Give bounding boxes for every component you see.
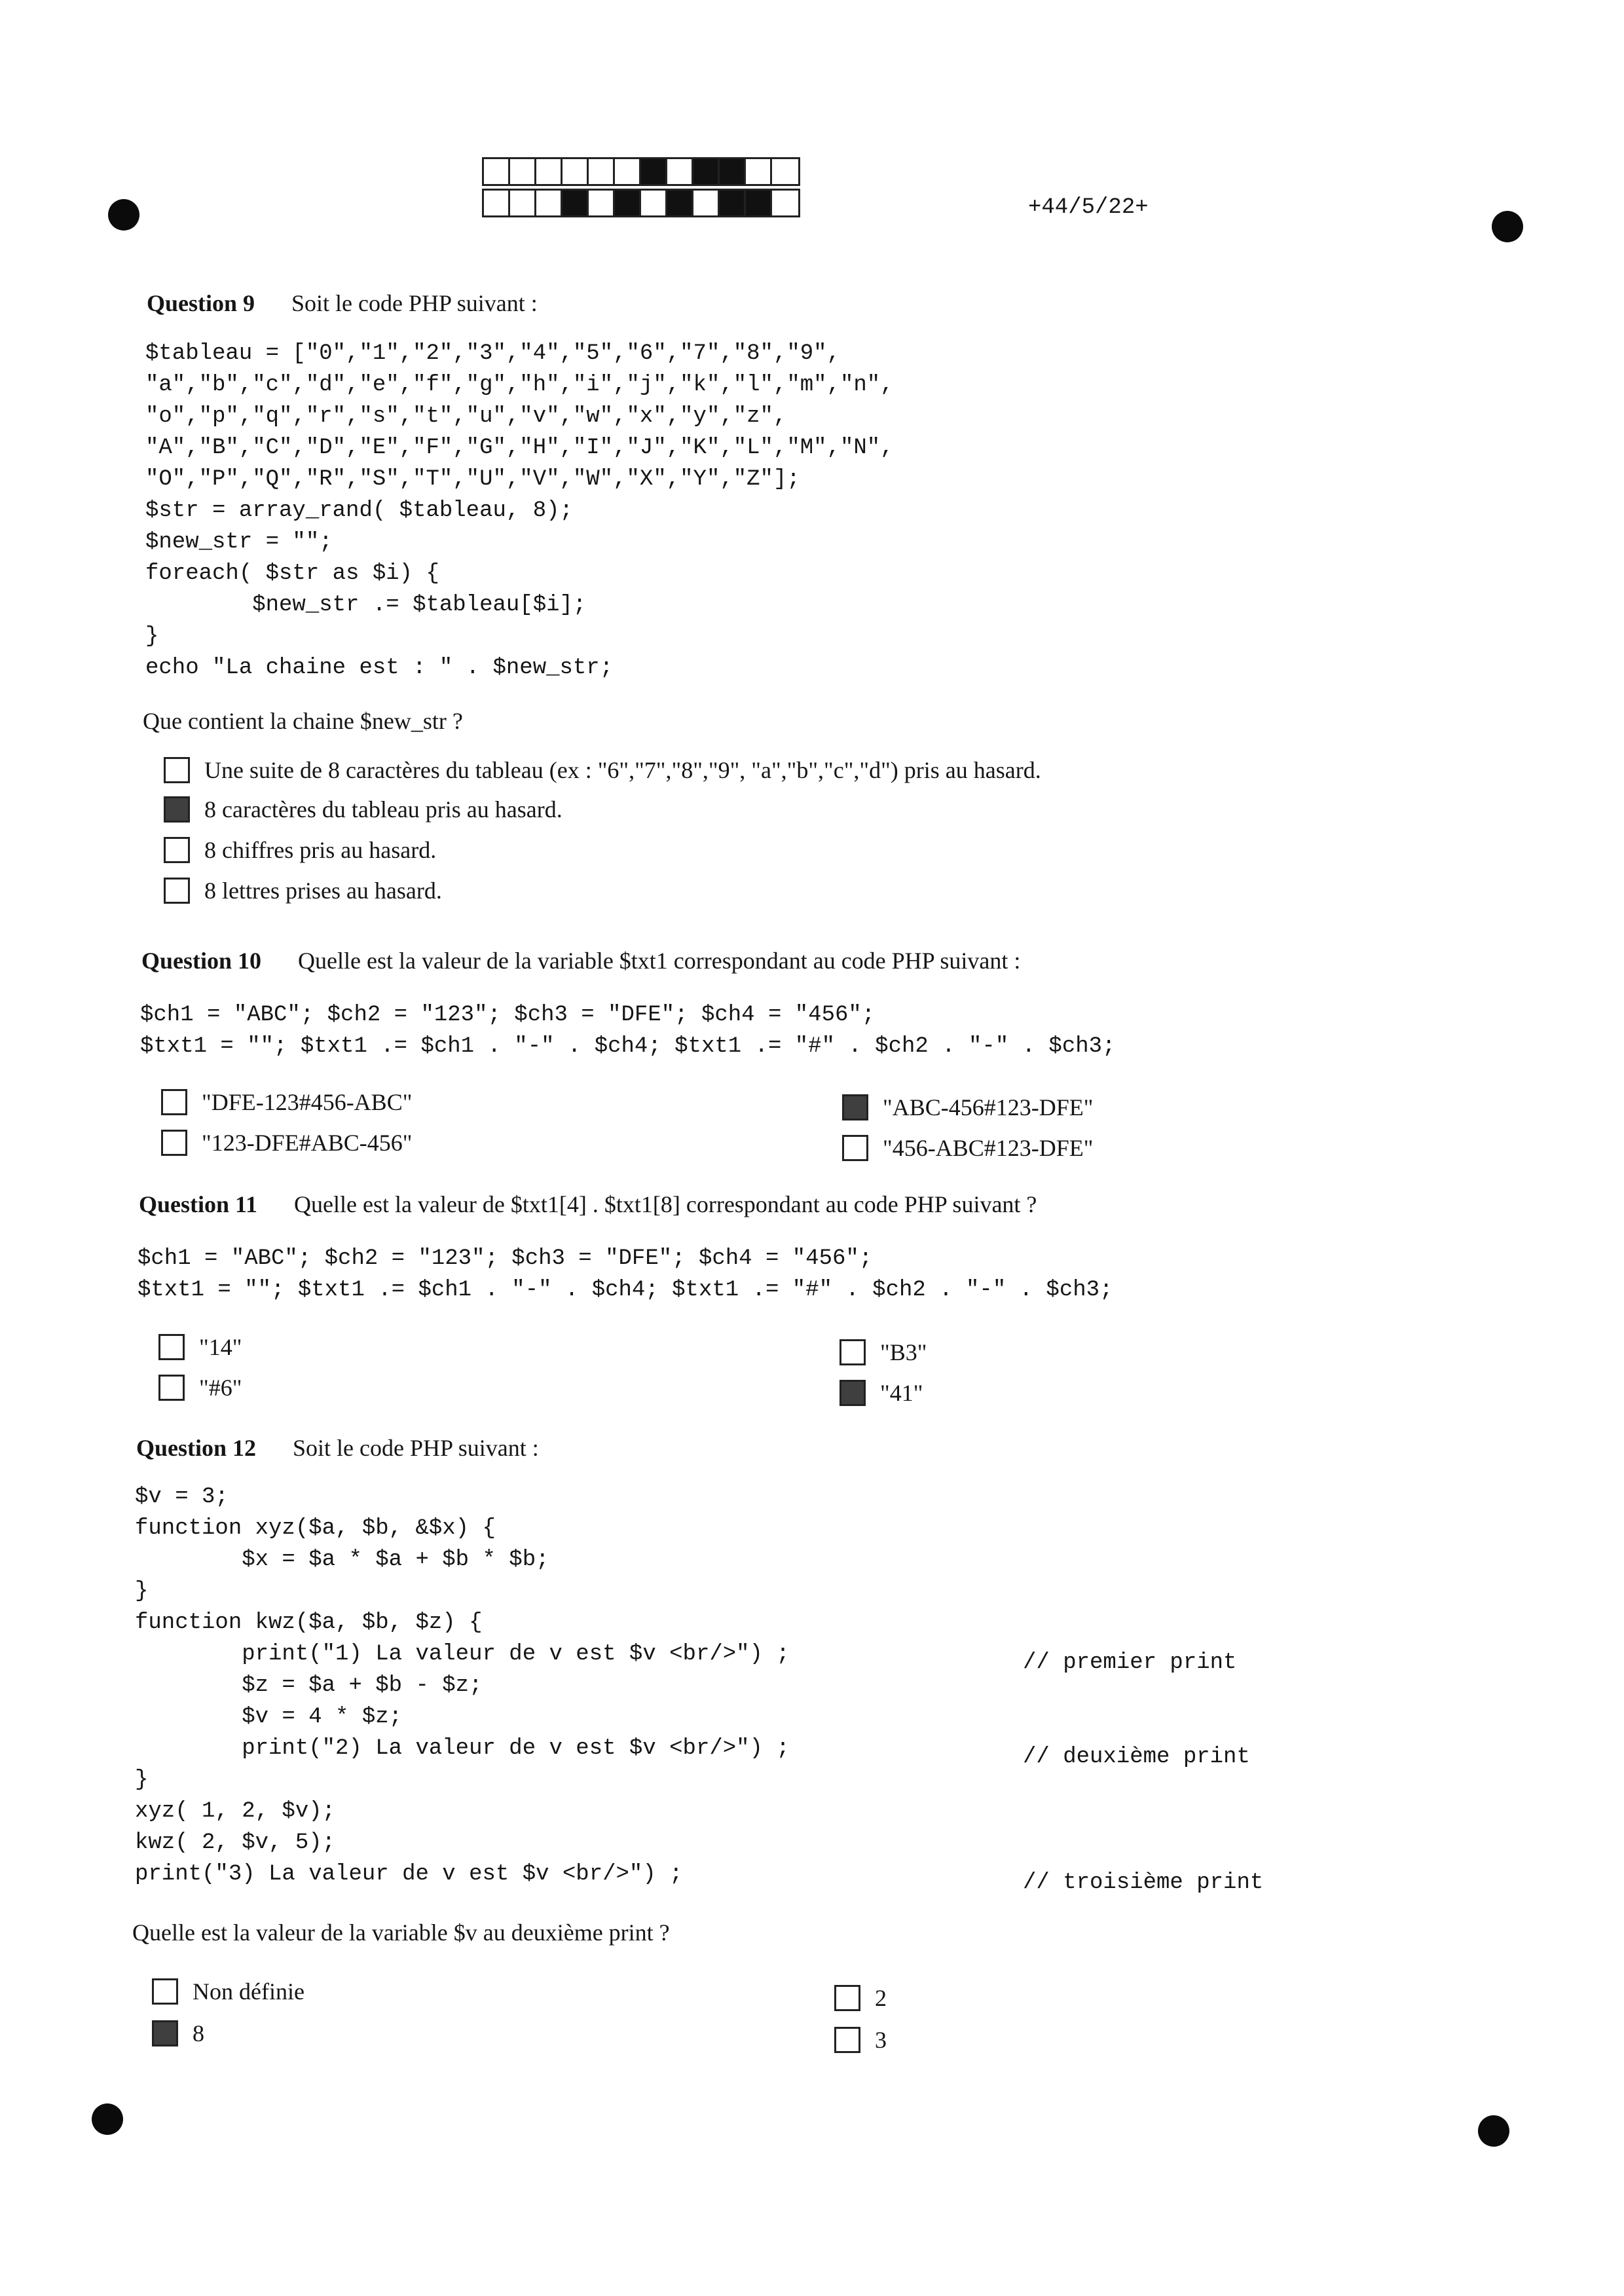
option-label: "ABC-456#123-DFE" bbox=[883, 1094, 1094, 1120]
barcode-cell bbox=[589, 159, 615, 184]
question-title: Quelle est la valeur de $txt1[4] . $txt1[8] correspondant au code PHP suivant ? bbox=[294, 1191, 1037, 1217]
page-id: +44/5/22+ bbox=[1028, 195, 1149, 220]
barcode-cell bbox=[720, 191, 746, 215]
option-label: Non définie bbox=[193, 1978, 304, 2005]
option-label: "456-ABC#123-DFE" bbox=[883, 1135, 1094, 1161]
answer-checkbox[interactable] bbox=[164, 796, 190, 823]
answer-checkbox[interactable] bbox=[161, 1089, 187, 1115]
answer-checkbox[interactable] bbox=[152, 1978, 178, 2005]
barcode-cell bbox=[641, 159, 667, 184]
option-label: "#6" bbox=[199, 1375, 242, 1401]
option-label: "DFE-123#456-ABC" bbox=[202, 1089, 413, 1115]
option-label: 8 bbox=[193, 2020, 204, 2046]
question-9-code: $tableau = ["0","1","2","3","4","5","6","7","8","9", "a","b","c","d","e","f","g","h","i","j","k","l","m","n", "o","p","q","r","s","t","u","v","w","x","y","z", "A","B","C","D","E","F","G","H","I","J","K","L","M","N", "O","P","Q","R","S","T","U","V","W","X","Y","Z"]; $str = array_rand( $tableau, 8); $new_str = ""; foreach( $str as $i) { $new_str .= $tableau[$i]; } echo "La chaine est : " . $new_str; bbox=[145, 341, 894, 680]
barcode-cell bbox=[693, 191, 720, 215]
barcode-cell bbox=[746, 159, 772, 184]
code-comment: // premier print bbox=[1023, 1650, 1237, 1675]
option-label: "14" bbox=[199, 1334, 242, 1360]
question-12-header bbox=[136, 1434, 539, 1462]
option-label: 8 caractères du tableau pris au hasard. bbox=[204, 796, 563, 823]
barcode-cell bbox=[720, 159, 746, 184]
question-number: Question 12 bbox=[136, 1435, 257, 1461]
option-label: 8 lettres prises au hasard. bbox=[204, 878, 442, 904]
barcode-cell bbox=[536, 159, 563, 184]
answer-checkbox[interactable] bbox=[840, 1380, 866, 1406]
question-11-header bbox=[139, 1191, 1037, 1218]
question-number: Question 9 bbox=[147, 290, 255, 316]
question-11-code: $ch1 = "ABC"; $ch2 = "123"; $ch3 = "DFE"; $ch4 = "456"; $txt1 = ""; $txt1 .= $ch1 . "-" . $ch4; $txt1 .= "#" . $ch2 . "-" . $ch3; bbox=[138, 1246, 1113, 1303]
question-9-prompt: Que contient la chaine $new_str ? bbox=[143, 708, 463, 734]
question-12-option[interactable] bbox=[834, 2026, 887, 2054]
option-label: 2 bbox=[875, 1985, 887, 2011]
barcode-cell bbox=[667, 191, 693, 215]
answer-checkbox[interactable] bbox=[158, 1334, 185, 1360]
answer-checkbox[interactable] bbox=[842, 1135, 868, 1161]
answer-checkbox[interactable] bbox=[164, 837, 190, 863]
registration-mark-top-right bbox=[1492, 211, 1523, 242]
option-label: "41" bbox=[880, 1380, 923, 1406]
question-9-option[interactable] bbox=[164, 877, 442, 904]
barcode-cell bbox=[484, 191, 510, 215]
answer-checkbox[interactable] bbox=[834, 1985, 860, 2011]
barcode-cell bbox=[615, 159, 641, 184]
answer-checkbox[interactable] bbox=[152, 2020, 178, 2046]
option-label: "B3" bbox=[880, 1339, 927, 1365]
code-comment: // deuxième print bbox=[1023, 1745, 1250, 1769]
question-9-option[interactable] bbox=[164, 836, 436, 864]
question-title: Soit le code PHP suivant : bbox=[293, 1435, 539, 1461]
question-10-option[interactable] bbox=[842, 1134, 1093, 1162]
question-10-option[interactable] bbox=[161, 1088, 412, 1116]
page-barcode-row-1 bbox=[482, 157, 800, 186]
barcode-cell bbox=[772, 159, 798, 184]
option-label: "123-DFE#ABC-456" bbox=[202, 1130, 413, 1156]
code-comment: // troisième print bbox=[1023, 1870, 1264, 1895]
question-10-option[interactable] bbox=[161, 1129, 412, 1157]
question-title: Quelle est la valeur de la variable $txt1 correspondant au code PHP suivant : bbox=[298, 948, 1021, 974]
answer-checkbox[interactable] bbox=[164, 878, 190, 904]
question-10-code: $ch1 = "ABC"; $ch2 = "123"; $ch3 = "DFE"; $ch4 = "456"; $txt1 = ""; $txt1 .= $ch1 . "-" . $ch4; $txt1 .= "#" . $ch2 . "-" . $ch3; bbox=[140, 1003, 1116, 1059]
barcode-cell bbox=[693, 159, 720, 184]
question-10-option[interactable] bbox=[842, 1094, 1093, 1121]
question-11-option[interactable] bbox=[840, 1379, 923, 1407]
barcode-cell bbox=[510, 159, 536, 184]
question-11-option[interactable] bbox=[158, 1333, 242, 1361]
registration-mark-bottom-right bbox=[1478, 2115, 1509, 2147]
option-label: 3 bbox=[875, 2027, 887, 2053]
question-12-option[interactable] bbox=[152, 2020, 204, 2047]
question-12-code: $v = 3; function xyz($a, $b, &$x) { $x = $a * $a + $b * $b; } function kwz($a, $b, $z) { print("1) La valeur de v est $v <br/>") ; $z = $a + $b - $z; $v = 4 * $z; print("2) La valeur de v est $v <br/>") ; } xyz( 1, 2, $v); kwz( 2, $v, 5); print("3) La valeur de v est $v <br/>") ; bbox=[135, 1485, 790, 1887]
barcode-cell bbox=[536, 191, 563, 215]
question-9-option[interactable] bbox=[164, 796, 563, 823]
question-11-option[interactable] bbox=[158, 1374, 242, 1401]
barcode-cell bbox=[667, 159, 693, 184]
question-9-option[interactable] bbox=[164, 756, 1041, 784]
question-title: Soit le code PHP suivant : bbox=[291, 290, 538, 316]
question-10-header bbox=[141, 947, 1020, 974]
question-12-prompt: Quelle est la valeur de la variable $v au deuxième print ? bbox=[132, 1919, 670, 1946]
registration-mark-bottom-left bbox=[92, 2103, 123, 2135]
barcode-cell bbox=[641, 191, 667, 215]
barcode-cell bbox=[484, 159, 510, 184]
barcode-cell bbox=[589, 191, 615, 215]
barcode-cell bbox=[746, 191, 772, 215]
barcode-cell bbox=[772, 191, 798, 215]
answer-checkbox[interactable] bbox=[842, 1094, 868, 1120]
question-11-option[interactable] bbox=[840, 1339, 927, 1366]
barcode-cell bbox=[615, 191, 641, 215]
question-12-option[interactable] bbox=[152, 1978, 304, 2005]
answer-checkbox[interactable] bbox=[161, 1130, 187, 1156]
answer-checkbox[interactable] bbox=[158, 1375, 185, 1401]
option-label: Une suite de 8 caractères du tableau (ex : "6","7","8","9", "a","b","c","d") pris au hasard. bbox=[204, 757, 1041, 783]
answer-checkbox[interactable] bbox=[840, 1339, 866, 1365]
question-12-option[interactable] bbox=[834, 1984, 887, 2012]
question-9-header bbox=[147, 289, 538, 317]
barcode-cell bbox=[563, 191, 589, 215]
answer-checkbox[interactable] bbox=[164, 757, 190, 783]
question-number: Question 10 bbox=[141, 948, 262, 974]
registration-mark-top-left bbox=[108, 199, 139, 231]
answer-checkbox[interactable] bbox=[834, 2027, 860, 2053]
barcode-cell bbox=[563, 159, 589, 184]
option-label: 8 chiffres pris au hasard. bbox=[204, 837, 437, 863]
barcode-cell bbox=[510, 191, 536, 215]
question-number: Question 11 bbox=[139, 1191, 258, 1217]
page-barcode-row-2 bbox=[482, 189, 800, 217]
